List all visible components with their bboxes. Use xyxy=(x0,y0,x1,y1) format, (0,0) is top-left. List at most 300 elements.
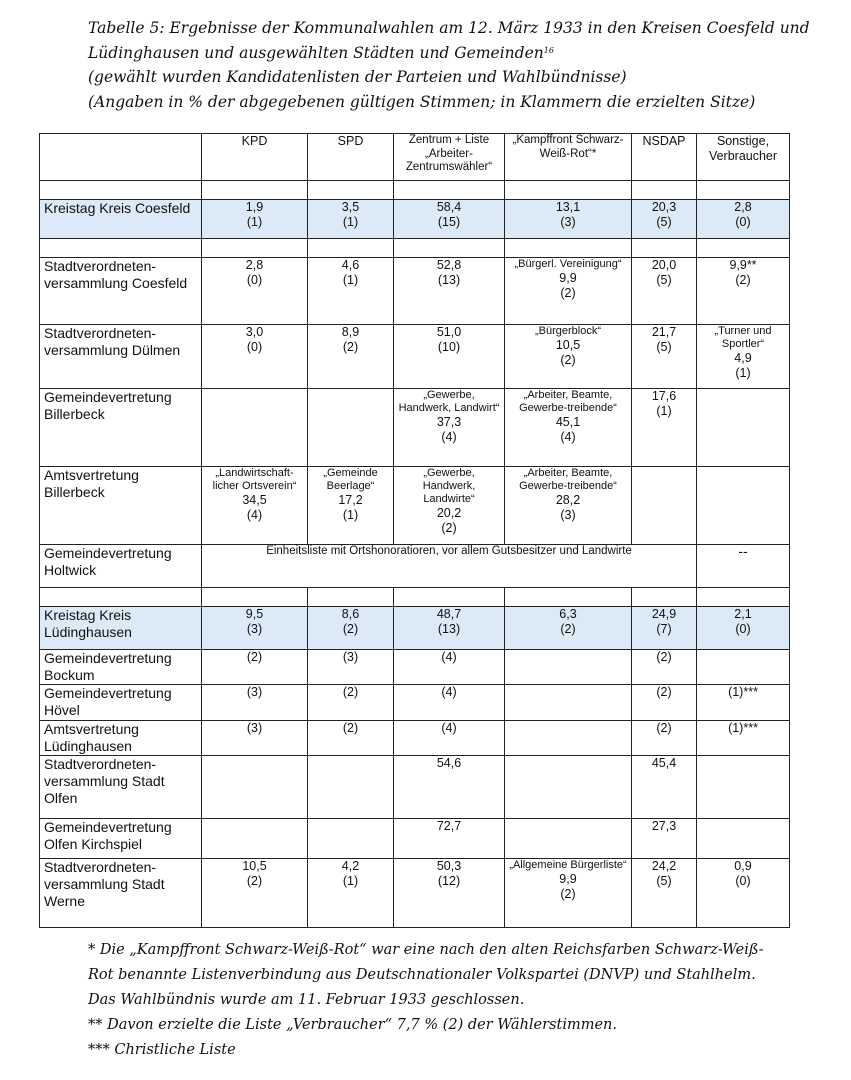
value-cell xyxy=(632,258,697,325)
table-row xyxy=(40,756,790,819)
table-row xyxy=(40,721,790,756)
value-cell xyxy=(505,607,632,650)
cell-content xyxy=(508,200,628,229)
seat-count: (5) xyxy=(656,873,672,888)
row-label: Gemeindevertretung Olfen Kirchspiel xyxy=(40,819,202,859)
caption-line xyxy=(88,41,828,66)
seat-count: (3) xyxy=(342,650,359,664)
seat-count: (3) xyxy=(246,721,263,735)
value-cell: -- xyxy=(697,545,790,588)
vote-percentage: 45,1 xyxy=(555,415,581,429)
seat-count: (0) xyxy=(246,339,263,354)
value-cell xyxy=(697,200,790,239)
cell-content xyxy=(311,859,390,888)
seat-count: (4) xyxy=(246,507,263,522)
vote-percentage: 10,5 xyxy=(555,338,581,352)
row-label: Gemeindevertretung Bockum xyxy=(40,650,202,685)
seat-count: (4) xyxy=(441,650,457,664)
seat-count: (2) xyxy=(342,721,359,735)
party-list-name: „Turner und Sportler“ xyxy=(714,325,772,350)
seat-count: (2) xyxy=(656,721,672,735)
value-cell xyxy=(394,325,505,389)
value-cell xyxy=(697,389,790,467)
seat-count: (12) xyxy=(437,873,461,888)
cell-content xyxy=(397,467,501,535)
value-cell xyxy=(632,756,697,819)
empty-cell xyxy=(308,239,394,258)
vote-percentage: 9,5 xyxy=(245,607,264,621)
value-cell xyxy=(308,819,394,859)
row-label: Gemeindevertretung Billerbeck xyxy=(40,389,202,467)
cell-content xyxy=(635,721,693,736)
empty-cell xyxy=(697,588,790,607)
vote-percentage: 27,3 xyxy=(651,819,677,833)
party-list-name: „Arbeiter, Beamte, Gewerbe-treibende“ xyxy=(519,389,617,414)
vote-percentage: 10,5 xyxy=(242,859,267,873)
cell-content xyxy=(700,325,786,380)
cell-content xyxy=(635,325,693,354)
empty-cell xyxy=(40,588,202,607)
value-cell xyxy=(202,859,308,928)
vote-percentage: 17,2 xyxy=(338,493,363,507)
value-cell xyxy=(308,200,394,239)
cell-content xyxy=(700,859,786,888)
spacer-row xyxy=(40,181,790,200)
caption-line: Tabelle 5: Ergebnisse der Kommunalwahlen am 12. März 1933 in den Kreisen Coesfeld und xyxy=(88,19,810,37)
table-row xyxy=(40,685,790,721)
column-header: SPD xyxy=(308,134,394,181)
cell-content xyxy=(397,258,501,287)
seat-count: (2) xyxy=(441,520,457,535)
table-row xyxy=(40,859,790,928)
party-list-name: „Gemeinde Beerlage“ xyxy=(323,467,378,492)
value-cell xyxy=(632,685,697,721)
seat-count: (2) xyxy=(656,685,672,699)
empty-cell xyxy=(202,588,308,607)
party-list-name: „Arbeiter, Beamte, Gewerbe-treibende“ xyxy=(519,467,617,492)
vote-percentage: 9,9** xyxy=(729,258,757,272)
vote-percentage: 37,3 xyxy=(436,415,462,429)
row-label: Stadtverordneten-versammlung Dülmen xyxy=(40,325,202,389)
vote-percentage: 2,8 xyxy=(245,258,264,272)
cell-content xyxy=(508,389,628,444)
value-cell xyxy=(697,325,790,389)
seat-count: (5) xyxy=(656,339,672,354)
seat-count: (4) xyxy=(441,685,457,699)
party-list-name: „Landwirtschaft-licher Ortsverein“ xyxy=(212,467,297,492)
vote-percentage: 2,8 xyxy=(734,200,752,214)
empty-cell xyxy=(308,588,394,607)
empty-cell xyxy=(697,181,790,200)
value-cell xyxy=(505,467,632,545)
caption-text: Lüdinghausen und ausgewählten Städten und Gemeinden xyxy=(88,43,544,62)
table-row xyxy=(40,389,790,467)
value-cell xyxy=(202,467,308,545)
seat-count: (4) xyxy=(441,721,457,735)
cell-content xyxy=(635,607,693,636)
footnote: ** Davon erzielte die Liste „Verbraucher“ 7,7 % (2) der Wählerstimmen. xyxy=(88,1017,617,1033)
value-cell xyxy=(505,650,632,685)
cell-content xyxy=(635,756,693,771)
footnote: *** Christliche Liste xyxy=(88,1042,236,1058)
footnote: Rot benannte Listenverbindung aus Deutschnationaler Volkspartei (DNVP) und Stahlhelm. xyxy=(88,967,756,983)
table-caption xyxy=(88,16,828,114)
value-cell xyxy=(202,258,308,325)
value-cell xyxy=(308,650,394,685)
row-label: Stadtverordneten-versammlung Stadt Olfen xyxy=(40,756,202,819)
footnote: * Die „Kampffront Schwarz-Weiß-Rot“ war eine nach den alten Reichsfarben Schwarz-Weiß- xyxy=(88,942,764,958)
party-list-name: „Gewerbe, Handwerk, Landwirte“ xyxy=(422,467,476,505)
empty-cell xyxy=(308,181,394,200)
value-cell xyxy=(202,721,308,756)
cell-content xyxy=(205,721,304,736)
seat-count: (0) xyxy=(735,621,751,636)
vote-percentage: 4,2 xyxy=(341,859,360,873)
row-label: Gemeindevertretung Holtwick xyxy=(40,545,202,588)
cell-content xyxy=(311,325,390,354)
cell-content xyxy=(205,200,304,229)
seat-count: (1) xyxy=(735,365,751,380)
cell-content xyxy=(397,859,501,888)
value-cell xyxy=(632,859,697,928)
seat-count: (15) xyxy=(437,214,461,229)
cell-content xyxy=(205,325,304,354)
seat-count: (2) xyxy=(656,650,672,664)
value-cell xyxy=(505,200,632,239)
column-header: „Kampffront Schwarz-Weiß-Rot“* xyxy=(505,134,632,181)
value-cell xyxy=(697,467,790,545)
value-cell xyxy=(632,325,697,389)
seat-count: (2) xyxy=(246,650,263,664)
value-cell xyxy=(632,650,697,685)
value-cell xyxy=(394,685,505,721)
row-label: Stadtverordneten-versammlung Stadt Werne xyxy=(40,859,202,928)
seat-count: (2) xyxy=(560,621,576,636)
empty-cell xyxy=(505,181,632,200)
column-header: Zentrum + Liste „Arbeiter-Zentrumswähler“ xyxy=(394,134,505,181)
seat-count: (1)*** xyxy=(728,721,758,735)
seat-count: (1) xyxy=(342,507,359,522)
cell-content xyxy=(205,859,304,888)
footnotes xyxy=(88,938,808,1063)
cell-content xyxy=(397,200,501,229)
seat-count: (3) xyxy=(246,621,263,636)
value-cell xyxy=(202,650,308,685)
seat-count: (1) xyxy=(342,272,359,287)
vote-percentage: 51,0 xyxy=(436,325,462,339)
empty-cell xyxy=(394,181,505,200)
table-row xyxy=(40,258,790,325)
value-cell xyxy=(505,756,632,819)
vote-percentage: 1,9 xyxy=(245,200,264,214)
cell-content xyxy=(311,467,390,522)
seat-count: (2) xyxy=(246,873,263,888)
vote-percentage: 48,7 xyxy=(436,607,462,621)
cell-content xyxy=(508,258,628,300)
value-cell xyxy=(308,467,394,545)
cell-content xyxy=(700,607,786,636)
seat-count: (2) xyxy=(560,285,576,300)
cell-content xyxy=(397,389,501,444)
seat-count: (13) xyxy=(437,272,461,287)
cell-content xyxy=(205,607,304,636)
cell-content xyxy=(397,819,501,834)
vote-percentage: 9,9 xyxy=(559,872,577,886)
value-cell xyxy=(505,258,632,325)
cell-content xyxy=(205,685,304,700)
vote-percentage: 3,5 xyxy=(341,200,360,214)
empty-cell xyxy=(632,239,697,258)
value-cell xyxy=(394,650,505,685)
row-label: Kreistag Kreis Coesfeld xyxy=(40,200,202,239)
seat-count: (13) xyxy=(437,621,461,636)
vote-percentage: 6,3 xyxy=(559,607,577,621)
value-cell xyxy=(697,721,790,756)
empty-cell xyxy=(202,239,308,258)
spacer-row xyxy=(40,588,790,607)
cell-content xyxy=(635,819,693,834)
value-cell xyxy=(202,819,308,859)
value-cell xyxy=(308,607,394,650)
vote-percentage: 28,2 xyxy=(555,493,581,507)
cell-content xyxy=(205,467,304,522)
empty-cell xyxy=(632,588,697,607)
seat-count: (4) xyxy=(441,429,457,444)
seat-count: (2) xyxy=(735,272,751,287)
empty-cell xyxy=(394,588,505,607)
vote-percentage: 45,4 xyxy=(651,756,677,770)
vote-percentage: 8,6 xyxy=(341,607,360,621)
value-cell xyxy=(308,685,394,721)
value-cell xyxy=(202,756,308,819)
table-row xyxy=(40,650,790,685)
value-cell xyxy=(308,721,394,756)
election-results-table xyxy=(39,133,790,928)
vote-percentage: 20,2 xyxy=(436,506,462,520)
value-cell xyxy=(697,607,790,650)
value-cell xyxy=(308,859,394,928)
table-row xyxy=(40,325,790,389)
column-header: NSDAP xyxy=(632,134,697,181)
seat-count: (2) xyxy=(342,339,359,354)
value-cell xyxy=(505,685,632,721)
cell-content xyxy=(635,389,693,418)
cell-content xyxy=(635,650,693,665)
vote-percentage: 34,5 xyxy=(242,493,267,507)
value-cell xyxy=(632,607,697,650)
seat-count: (2) xyxy=(560,886,576,901)
vote-percentage: 72,7 xyxy=(436,819,462,833)
vote-percentage: 20,3 xyxy=(651,200,677,214)
vote-percentage: 8,9 xyxy=(341,325,360,339)
seat-count: (1) xyxy=(342,214,359,229)
vote-percentage: 52,8 xyxy=(436,258,462,272)
cell-content xyxy=(700,200,786,229)
cell-content xyxy=(311,685,390,700)
merged-cell: Einheitsliste mit Ortshonoratioren, vor allem Gutsbesitzer und Landwirte xyxy=(202,545,697,588)
empty-cell xyxy=(632,181,697,200)
value-cell xyxy=(308,325,394,389)
value-cell xyxy=(202,200,308,239)
cell-content xyxy=(397,756,501,771)
value-cell xyxy=(394,859,505,928)
cell-content xyxy=(397,650,501,665)
header-empty-cell xyxy=(40,134,202,181)
vote-percentage: 50,3 xyxy=(436,859,462,873)
cell-content xyxy=(508,607,628,636)
cell-content xyxy=(700,685,786,700)
value-cell xyxy=(632,721,697,756)
caption-line: (Angaben in % der abgegebenen gültigen Stimmen; in Klammern die erzielten Sitze) xyxy=(88,92,756,111)
party-list-name: „Gewerbe, Handwerk, Landwirt“ xyxy=(398,389,500,414)
vote-percentage: 24,9 xyxy=(651,607,677,621)
party-list-name: „Allgemeine Bürgerliste“ xyxy=(509,859,627,871)
value-cell xyxy=(697,859,790,928)
table-row xyxy=(40,200,790,239)
seat-count: (3) xyxy=(246,685,263,699)
seat-count: (0) xyxy=(735,873,751,888)
seat-count: (1)*** xyxy=(728,685,758,699)
seat-count: (0) xyxy=(246,272,263,287)
caption-line: (gewählt wurden Kandidatenlisten der Parteien und Wahlbündnisse) xyxy=(88,68,627,86)
cell-content xyxy=(635,685,693,700)
value-cell xyxy=(394,200,505,239)
table-row xyxy=(40,819,790,859)
value-cell xyxy=(394,389,505,467)
cell-content xyxy=(311,200,390,229)
value-cell xyxy=(505,389,632,467)
cell-content xyxy=(635,859,693,888)
seat-count: (2) xyxy=(560,352,576,367)
value-cell xyxy=(308,756,394,819)
cell-content xyxy=(700,721,786,736)
cell-content xyxy=(508,325,628,367)
table-row xyxy=(40,467,790,545)
row-label: Stadtverordneten-versammlung Coesfeld xyxy=(40,258,202,325)
value-cell xyxy=(632,467,697,545)
seat-count: (5) xyxy=(656,214,672,229)
seat-count: (3) xyxy=(560,214,576,229)
row-label: Kreistag Kreis Lüdinghausen xyxy=(40,607,202,650)
vote-percentage: 2,1 xyxy=(734,607,752,621)
cell-content xyxy=(397,721,501,736)
vote-percentage: 9,9 xyxy=(559,271,577,285)
column-header: Sonstige, Verbraucher xyxy=(697,134,790,181)
empty-cell xyxy=(40,181,202,200)
value-cell xyxy=(202,389,308,467)
value-cell xyxy=(505,819,632,859)
vote-percentage: 0,9 xyxy=(734,859,752,873)
value-cell xyxy=(308,389,394,467)
cell-content xyxy=(311,721,390,736)
cell-content xyxy=(205,650,304,665)
empty-cell xyxy=(697,239,790,258)
seat-count: (4) xyxy=(560,429,576,444)
value-cell xyxy=(697,258,790,325)
value-cell xyxy=(394,607,505,650)
seat-count: (10) xyxy=(437,339,461,354)
cell-content xyxy=(397,607,501,636)
seat-count: (5) xyxy=(656,272,672,287)
value-cell xyxy=(394,258,505,325)
value-cell xyxy=(505,721,632,756)
empty-cell xyxy=(40,239,202,258)
value-cell xyxy=(394,819,505,859)
value-cell xyxy=(202,685,308,721)
cell-content xyxy=(205,258,304,287)
row-label: Gemeindevertretung Hövel xyxy=(40,685,202,721)
vote-percentage: 13,1 xyxy=(555,200,581,214)
vote-percentage: 4,9 xyxy=(734,351,752,365)
table-row xyxy=(40,607,790,650)
column-header: KPD xyxy=(202,134,308,181)
value-cell xyxy=(308,258,394,325)
footnote-reference[interactable]: 16 xyxy=(543,45,554,55)
value-cell xyxy=(632,389,697,467)
cell-content xyxy=(311,650,390,665)
empty-cell xyxy=(202,181,308,200)
vote-percentage: 24,2 xyxy=(651,859,677,873)
empty-cell xyxy=(394,239,505,258)
vote-percentage: 21,7 xyxy=(651,325,677,339)
cell-content xyxy=(635,258,693,287)
value-cell xyxy=(697,756,790,819)
seat-count: (2) xyxy=(342,621,359,636)
value-cell xyxy=(697,819,790,859)
vote-percentage: 58,4 xyxy=(436,200,462,214)
seat-count: (1) xyxy=(656,403,672,418)
cell-content xyxy=(635,200,693,229)
seat-count: (7) xyxy=(656,621,672,636)
seat-count: (1) xyxy=(246,214,263,229)
spacer-row xyxy=(40,239,790,258)
vote-percentage: 54,6 xyxy=(436,756,462,770)
cell-content xyxy=(508,467,628,522)
cell-content xyxy=(397,685,501,700)
cell-content xyxy=(700,258,786,287)
value-cell xyxy=(505,325,632,389)
row-label: Amtsvertretung Billerbeck xyxy=(40,467,202,545)
party-list-name: „Bürgerblock“ xyxy=(534,325,602,337)
cell-content xyxy=(311,607,390,636)
seat-count: (2) xyxy=(342,685,359,699)
vote-percentage: 3,0 xyxy=(245,325,264,339)
footnote: Das Wahlbündnis wurde am 11. Februar 1933 geschlossen. xyxy=(88,992,525,1008)
vote-percentage: 20,0 xyxy=(651,258,677,272)
party-list-name: „Bürgerl. Vereinigung“ xyxy=(514,258,622,270)
value-cell xyxy=(697,650,790,685)
value-cell xyxy=(202,325,308,389)
value-cell xyxy=(505,859,632,928)
value-cell xyxy=(394,721,505,756)
value-cell xyxy=(394,467,505,545)
cell-content xyxy=(508,859,628,901)
empty-cell xyxy=(505,239,632,258)
cell-content xyxy=(397,325,501,354)
value-cell xyxy=(202,607,308,650)
vote-percentage: 17,6 xyxy=(651,389,677,403)
cell-content xyxy=(311,258,390,287)
table-row xyxy=(40,545,790,588)
value-cell xyxy=(632,819,697,859)
seat-count: (3) xyxy=(560,507,576,522)
value-cell xyxy=(697,685,790,721)
seat-count: (0) xyxy=(735,214,751,229)
value-cell xyxy=(632,200,697,239)
seat-count: (1) xyxy=(342,873,359,888)
value-cell xyxy=(394,756,505,819)
vote-percentage: 4,6 xyxy=(341,258,360,272)
